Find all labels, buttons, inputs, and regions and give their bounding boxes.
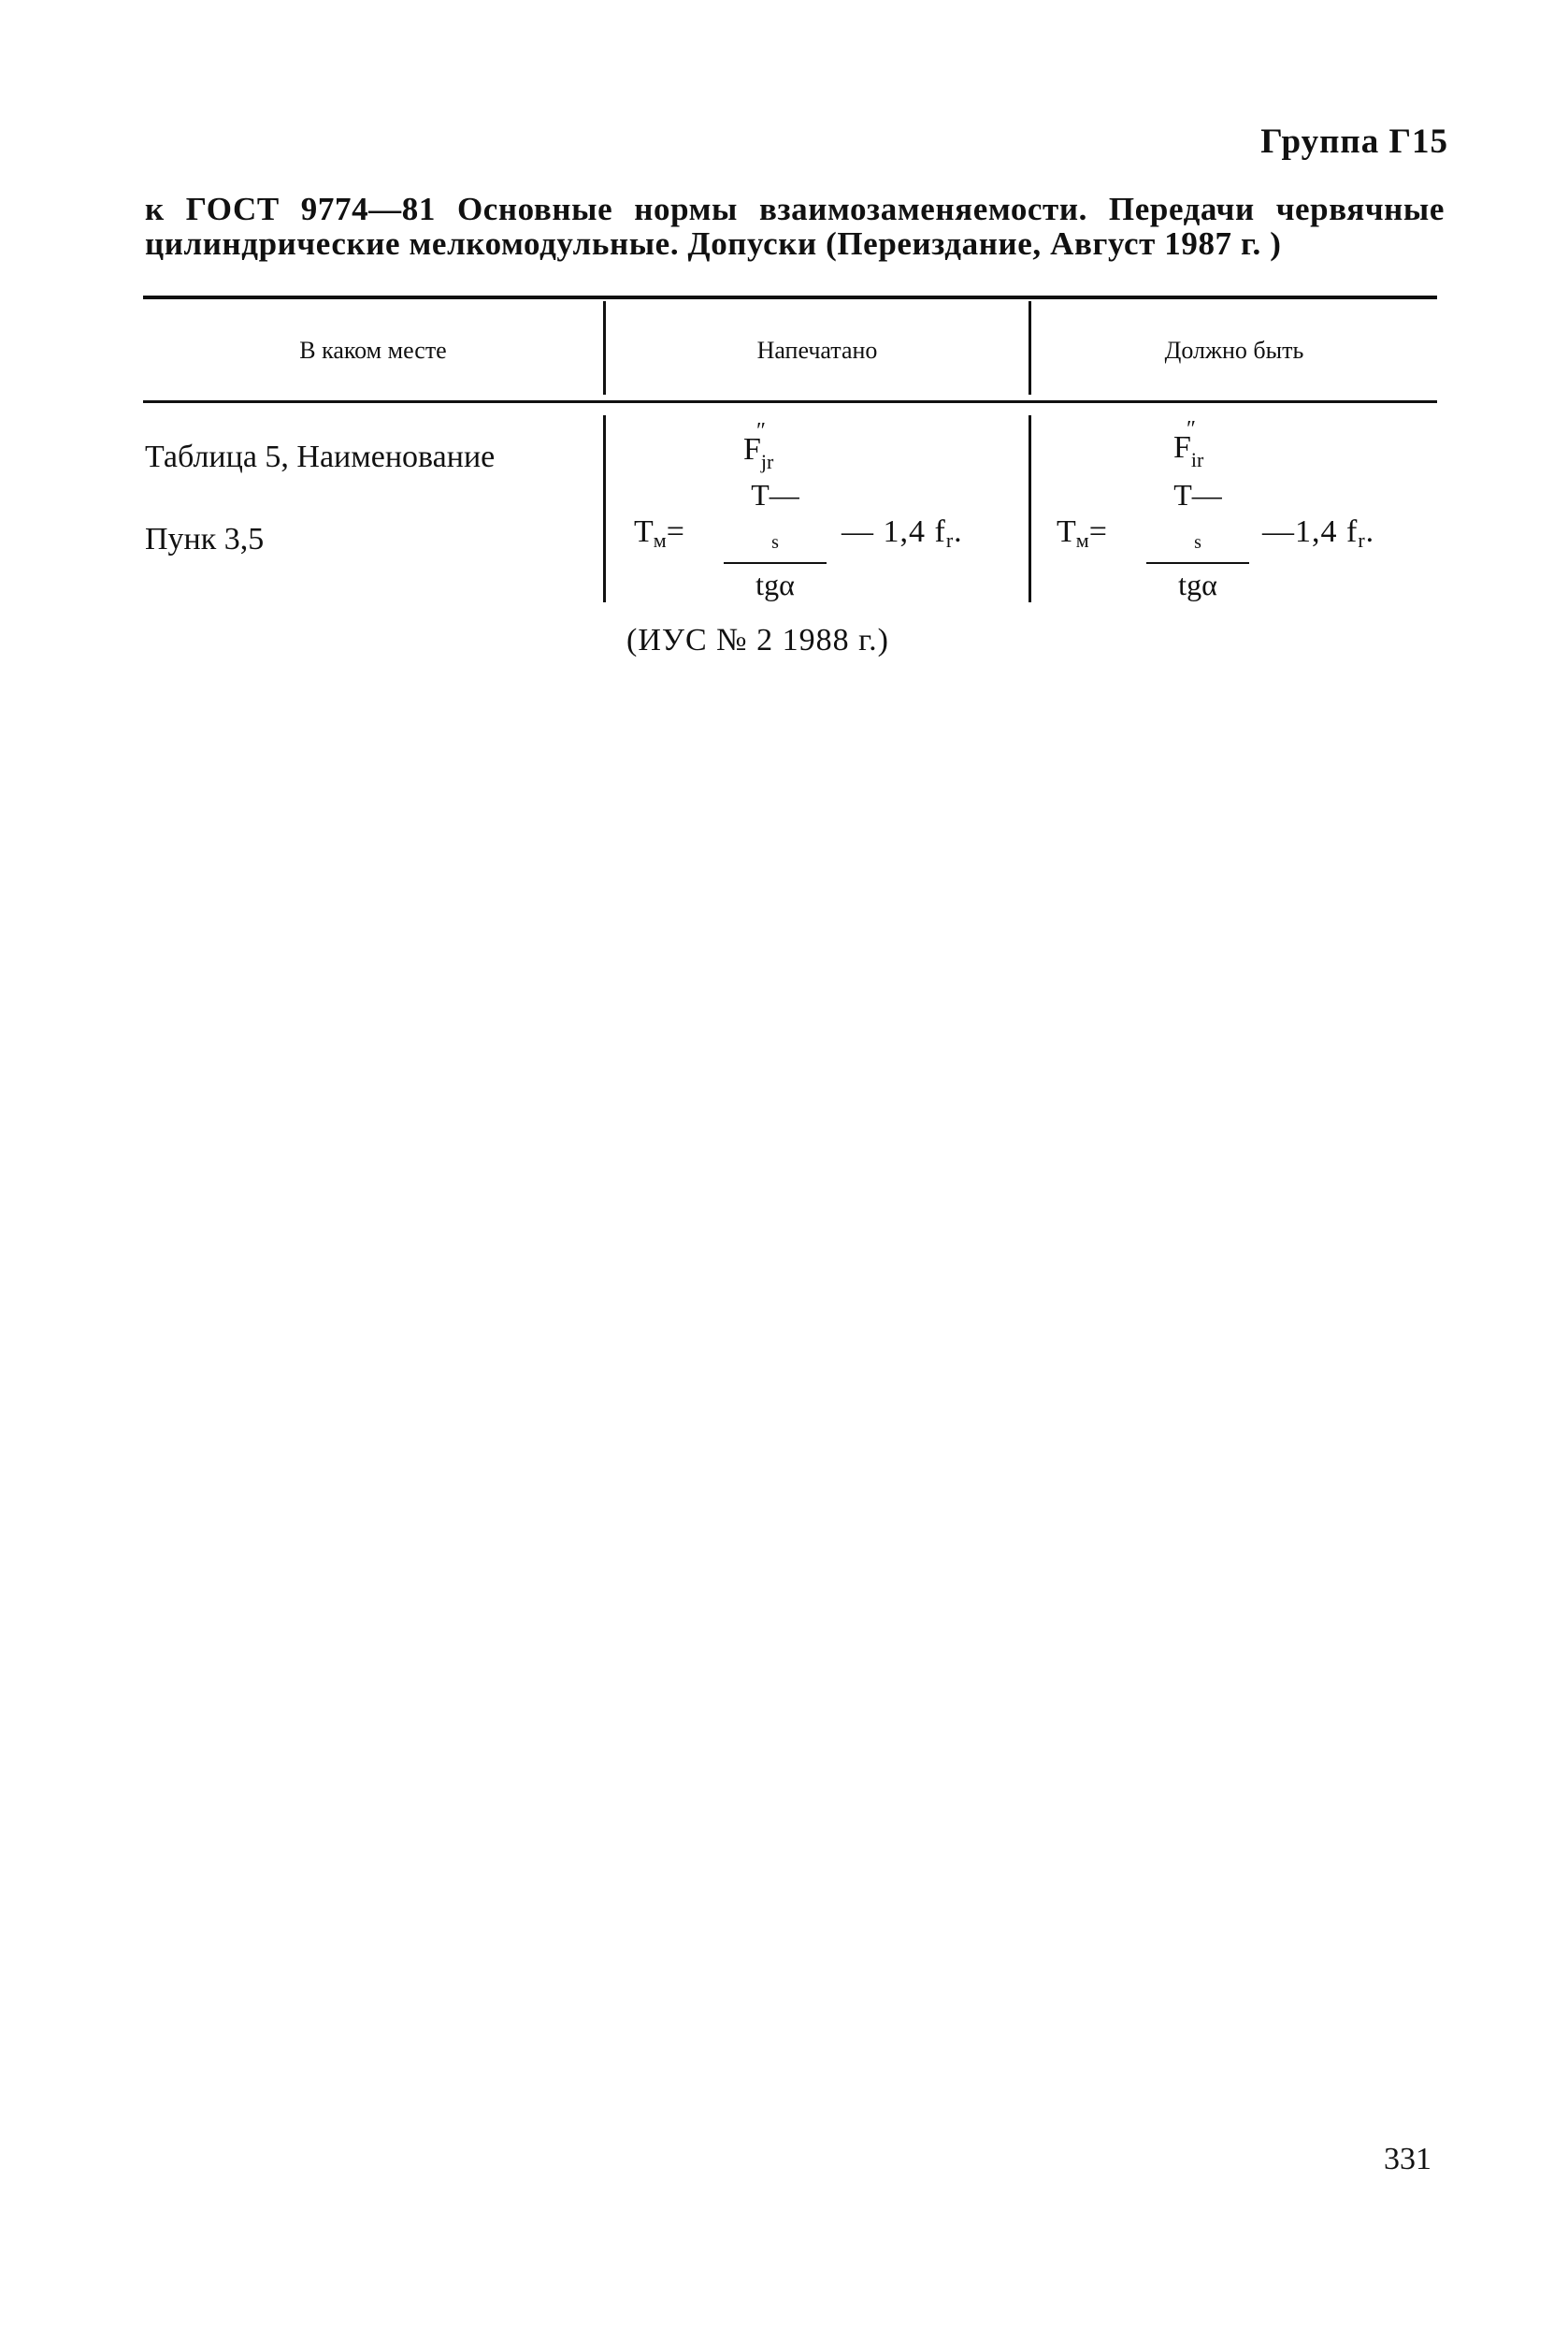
table-top-rule <box>143 296 1437 299</box>
column-divider <box>603 415 606 602</box>
symbol-prime: ″ <box>1187 417 1196 441</box>
formula-lhs: $Т_м=$ <box>634 514 684 552</box>
column-header-location: В каком месте <box>299 337 447 364</box>
formula-fraction <box>1146 477 1249 603</box>
column-divider <box>1029 415 1031 602</box>
column-header-correct: Должно быть <box>1164 337 1304 364</box>
row-location-clause: Пунк 3,5 <box>145 522 265 556</box>
fraction-bar <box>724 562 827 564</box>
row-location-table5: Таблица 5, Наименование <box>145 440 496 474</box>
symbol-subscript: jr <box>760 450 774 473</box>
formula-lhs: $Т_м=$ <box>1057 514 1107 552</box>
page-number: 331 <box>1384 2142 1431 2176</box>
formula-rest: — 1,4 $f_r$. <box>842 514 963 552</box>
source-note: (ИУС № 2 1988 г.) <box>626 623 889 658</box>
formula-fraction <box>724 477 827 603</box>
formula-denominator: tgα <box>755 568 795 601</box>
formula-denominator: tgα <box>1178 568 1217 601</box>
symbol-subscript: ir <box>1190 448 1204 471</box>
symbol-base: F <box>743 432 761 467</box>
printed-symbol <box>743 419 774 474</box>
column-header-printed: Напечатано <box>756 337 878 364</box>
symbol-base: F <box>1173 430 1191 465</box>
table-header-rule <box>143 400 1437 403</box>
fraction-bar <box>1146 562 1249 564</box>
group-label: Группа Г15 <box>1260 123 1448 161</box>
formula-numerator: Т— $_s$ <box>751 478 799 553</box>
correct-symbol <box>1173 417 1204 472</box>
formula-rest: —1,4 $f_r$. <box>1262 514 1375 552</box>
symbol-prime: ″ <box>756 419 766 443</box>
formula-numerator: Т— $_s$ <box>1173 478 1222 553</box>
document-title: к ГОСТ 9774—81 Основные нормы взаимозаменяемости. Передачи червячные цилиндрические мелкомодульные. Допуски (Переиздание, Август 1987 г. ) <box>145 191 1445 262</box>
